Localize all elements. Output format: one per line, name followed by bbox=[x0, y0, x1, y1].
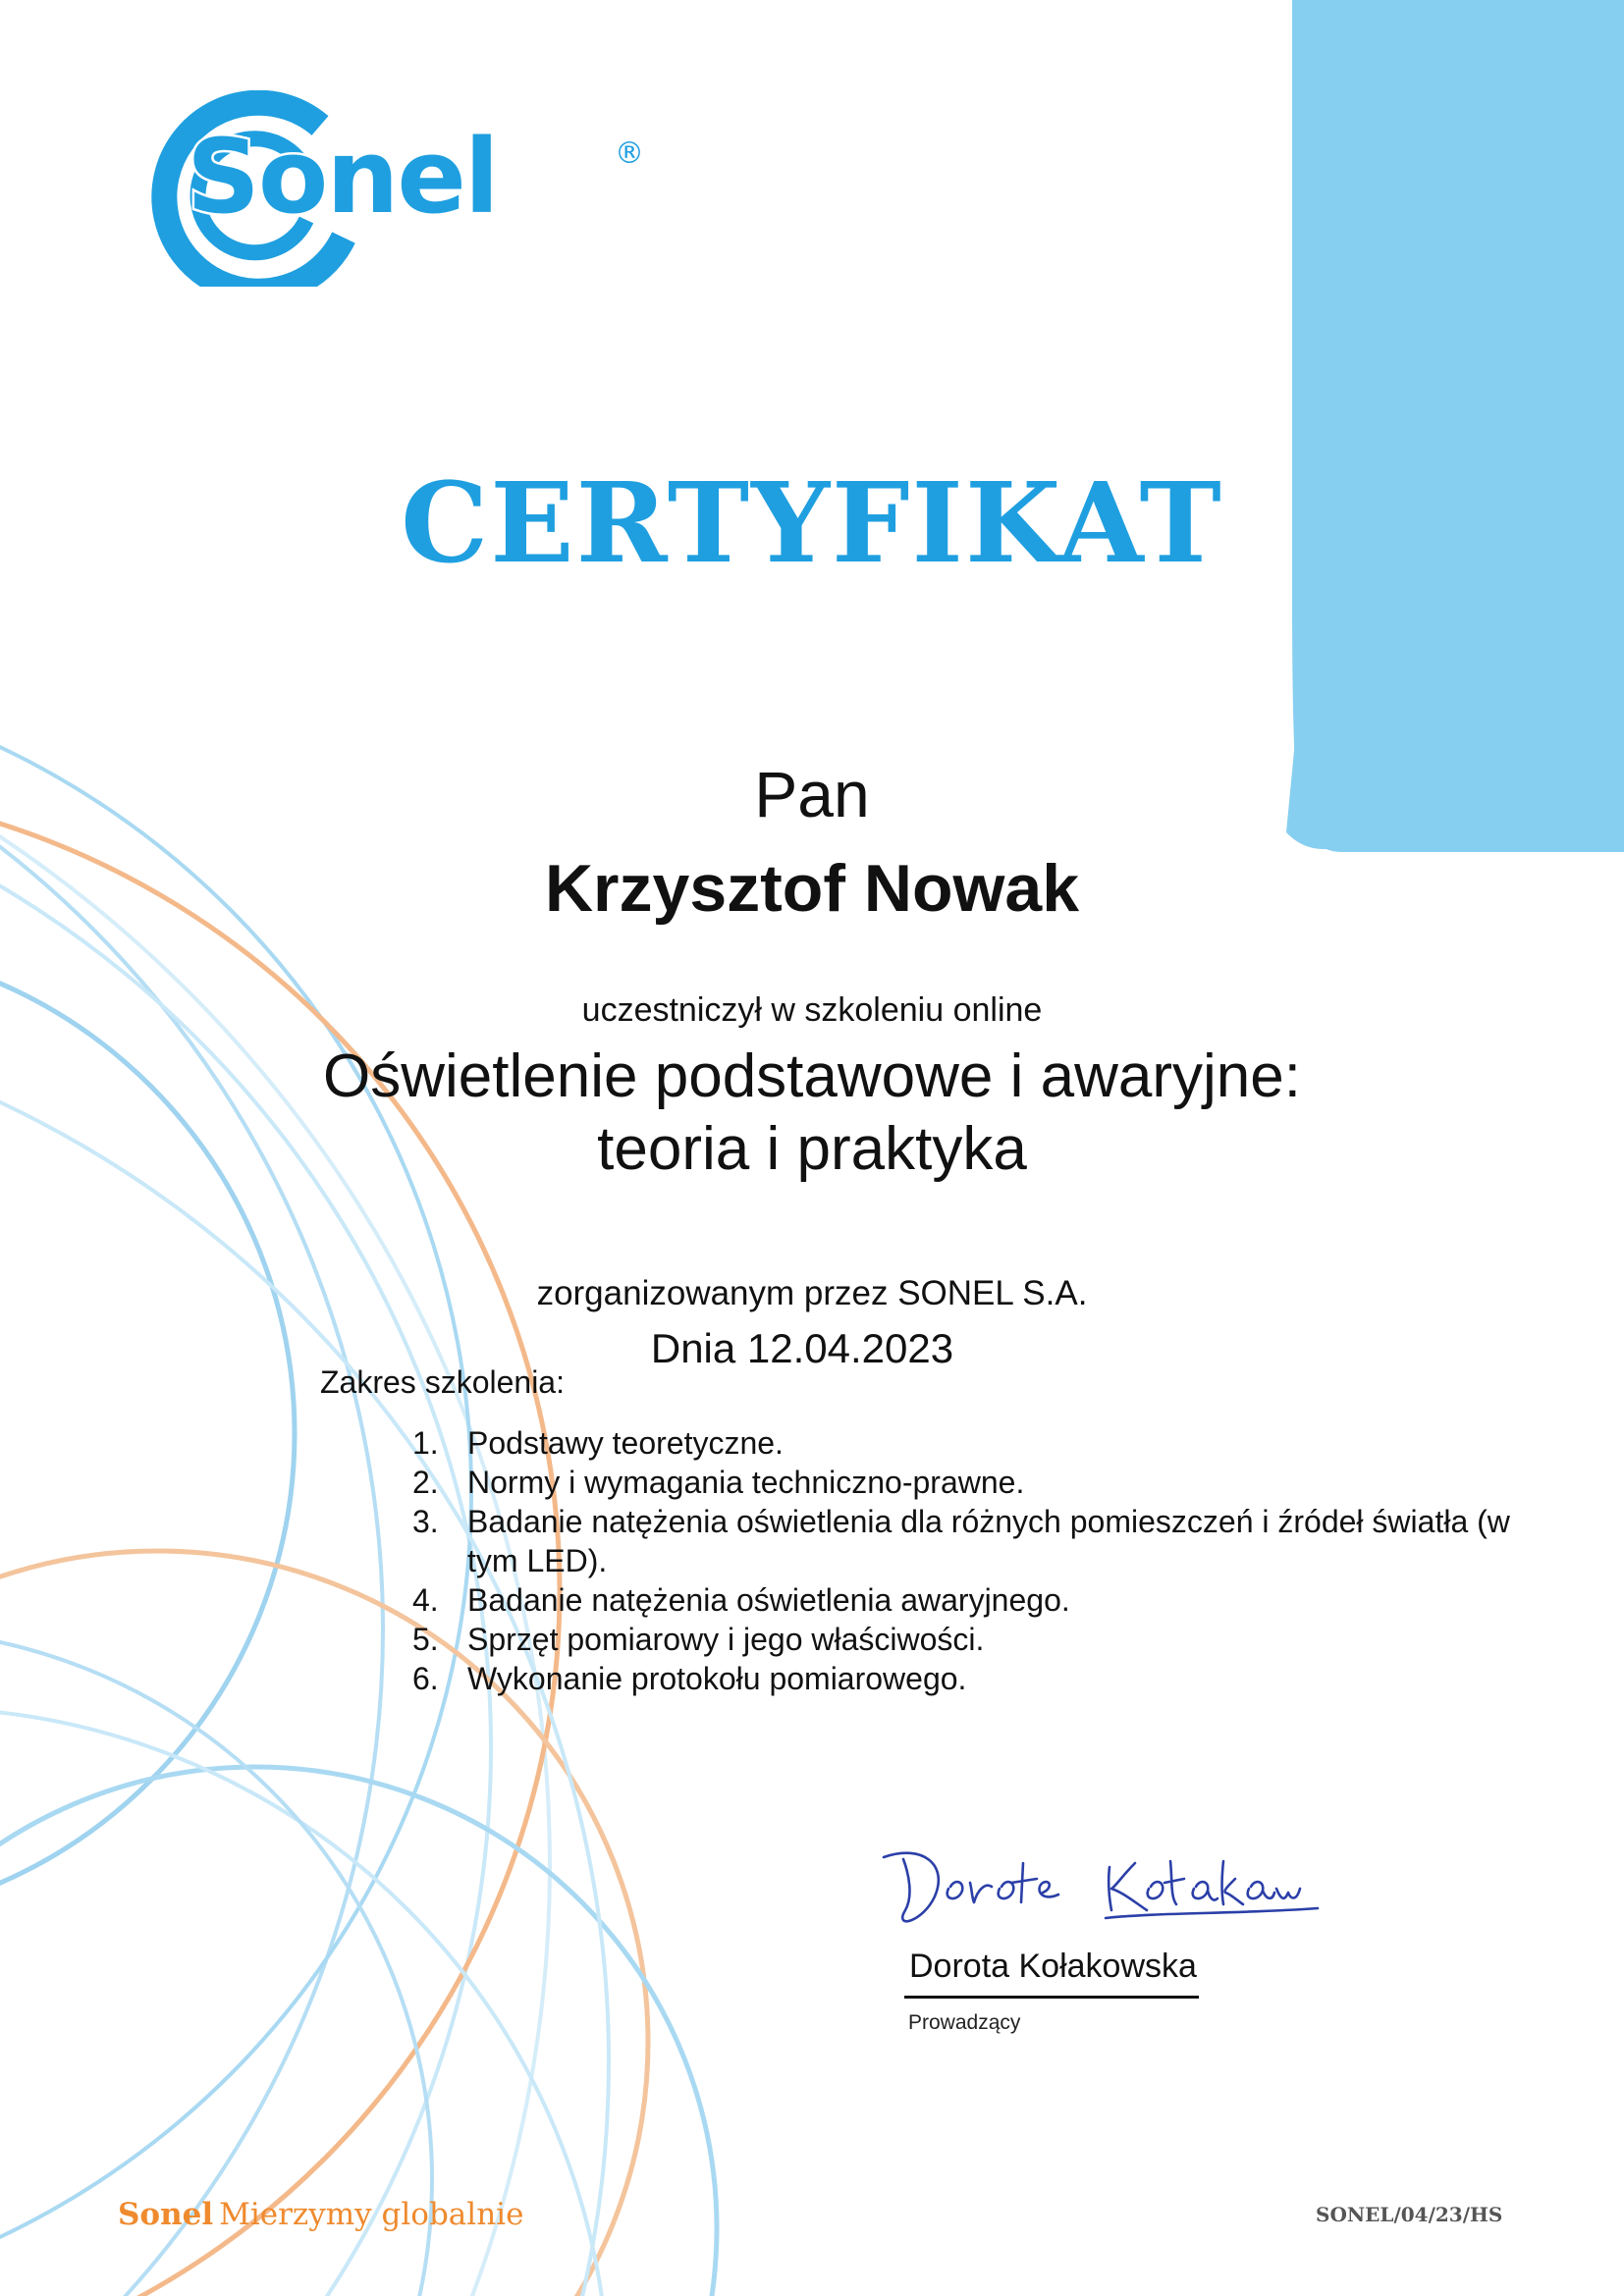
list-item-number: 2. bbox=[412, 1465, 439, 1500]
list-item-number: 1. bbox=[412, 1425, 439, 1461]
list-item-text: Normy i wymagania techniczno-prawne. bbox=[467, 1465, 1025, 1500]
signer-name: Dorota Kołakowska bbox=[909, 1948, 1197, 1985]
list-item-text: Badanie natężenia oświetlenia awaryjnego. bbox=[467, 1582, 1070, 1618]
recipient-name: Krzysztof Nowak bbox=[544, 851, 1080, 926]
list-item bbox=[412, 1620, 1542, 1659]
list-item-text: Badanie natężenia oświetlenia dla różnych pomieszczeń i źródeł światła (w tym LED). bbox=[467, 1504, 1510, 1578]
footer-slogan-text: Mierzymy globalnie bbox=[219, 2197, 524, 2232]
document-code: SONEL/04/23/HS bbox=[1316, 2203, 1503, 2226]
list-item bbox=[412, 1659, 1542, 1698]
list-item bbox=[412, 1423, 1542, 1463]
list-item-number: 6. bbox=[412, 1661, 439, 1696]
list-item-number: 5. bbox=[412, 1622, 439, 1657]
list-item bbox=[412, 1502, 1542, 1580]
course-title bbox=[0, 1041, 1624, 1187]
list-item-text: Sprzęt pomiarowy i jego właściwości. bbox=[467, 1622, 985, 1657]
signer-role: Prowadzący bbox=[908, 2011, 1021, 2034]
footer-brand: Sonel bbox=[118, 2197, 214, 2232]
list-item-number: 4. bbox=[412, 1582, 439, 1618]
signature-underline bbox=[904, 1996, 1199, 1999]
list-item-text: Wykonanie protokołu pomiarowego. bbox=[467, 1661, 967, 1696]
logo-wordmark: Sonel bbox=[187, 117, 498, 237]
sonel-logo bbox=[116, 90, 666, 287]
list-item-text: Podstawy teoretyczne. bbox=[467, 1425, 784, 1461]
salutation: Pan bbox=[754, 758, 870, 830]
course-title-line-1: Oświetlenie podstawowe i awaryjne: bbox=[323, 1042, 1301, 1110]
scope-list bbox=[412, 1423, 1542, 1698]
registered-mark: ® bbox=[615, 136, 644, 171]
organizer-text: zorganizowanym przez SONEL S.A. bbox=[536, 1274, 1088, 1312]
participation-text: uczestniczył w szkoleniu online bbox=[581, 991, 1043, 1029]
list-item-number: 3. bbox=[412, 1504, 439, 1539]
footer-slogan bbox=[118, 2197, 523, 2232]
course-title-line-2: teoria i praktyka bbox=[597, 1115, 1027, 1184]
handwritten-signature bbox=[864, 1828, 1335, 1936]
training-date: Dnia 12.04.2023 bbox=[650, 1325, 954, 1371]
certificate-title: CERTYFIKAT bbox=[401, 459, 1223, 588]
list-item bbox=[412, 1580, 1542, 1620]
scope-label: Zakres szkolenia: bbox=[320, 1364, 565, 1400]
corner-panel-shape bbox=[1292, 0, 1624, 852]
list-item bbox=[412, 1463, 1542, 1502]
